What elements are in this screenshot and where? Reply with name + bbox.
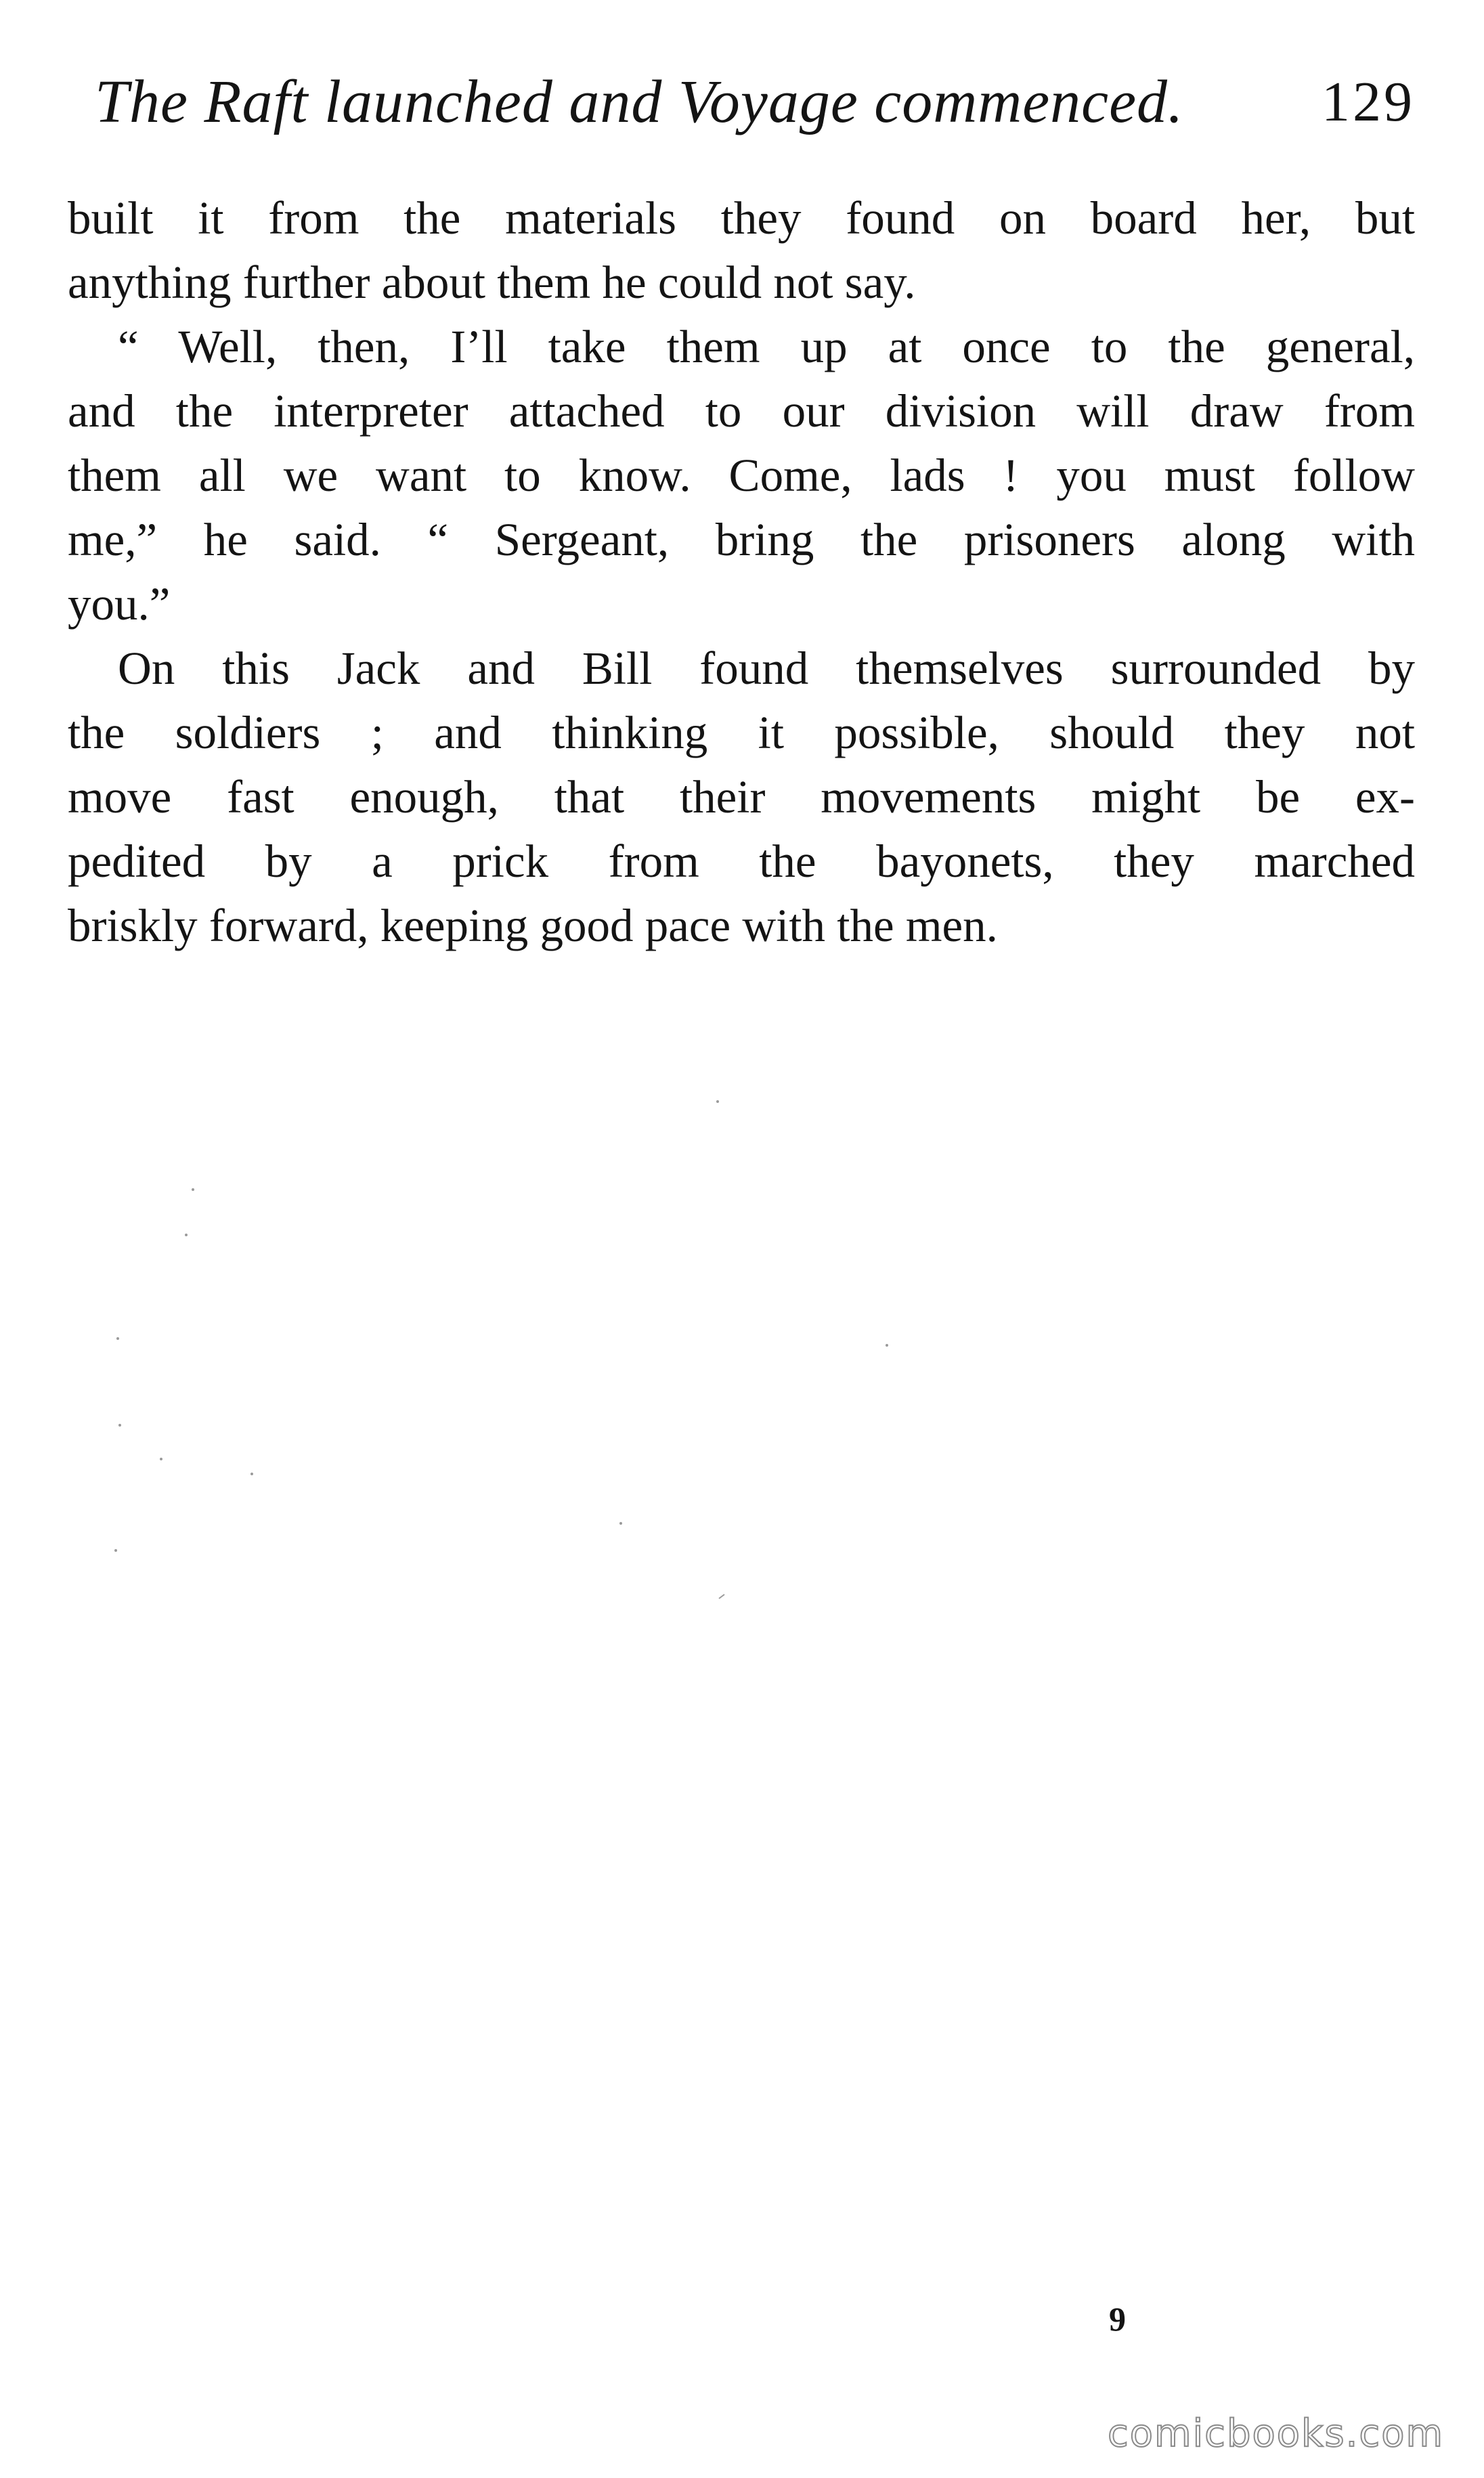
text-line: “ Well, then, I’ll take them up at once to the general,: [118, 321, 1415, 372]
text-line: them all we want to know. Come, lads ! you must follow: [68, 450, 1415, 501]
text-line: you.”: [68, 578, 171, 630]
text-line: me,” he said. “ Sergeant, bring the prisoners along with: [68, 514, 1415, 565]
text-line: built it from the materials they found on board her, but: [68, 192, 1415, 244]
running-title: The Raft launched and Voyage commenced.: [95, 68, 1184, 135]
text-line: briskly forward, keeping good pace with the men.: [68, 900, 998, 951]
text-line: move fast enough, that their movements might be ex-: [68, 771, 1415, 823]
page-number: 129: [1322, 70, 1415, 133]
text-line: and the interpreter attached to our division will draw from: [68, 385, 1415, 437]
text-line: anything further about them he could not say.: [68, 257, 916, 308]
signature-mark: 9: [1109, 2300, 1126, 2338]
text-line: On this Jack and Bill found themselves surrounded by: [118, 643, 1415, 694]
text-line: pedited by a prick from the bayonets, they marched: [68, 835, 1415, 887]
text-line: the soldiers ; and thinking it possible, should they not: [68, 707, 1415, 758]
watermark: comicbooks.com: [1108, 2412, 1445, 2456]
